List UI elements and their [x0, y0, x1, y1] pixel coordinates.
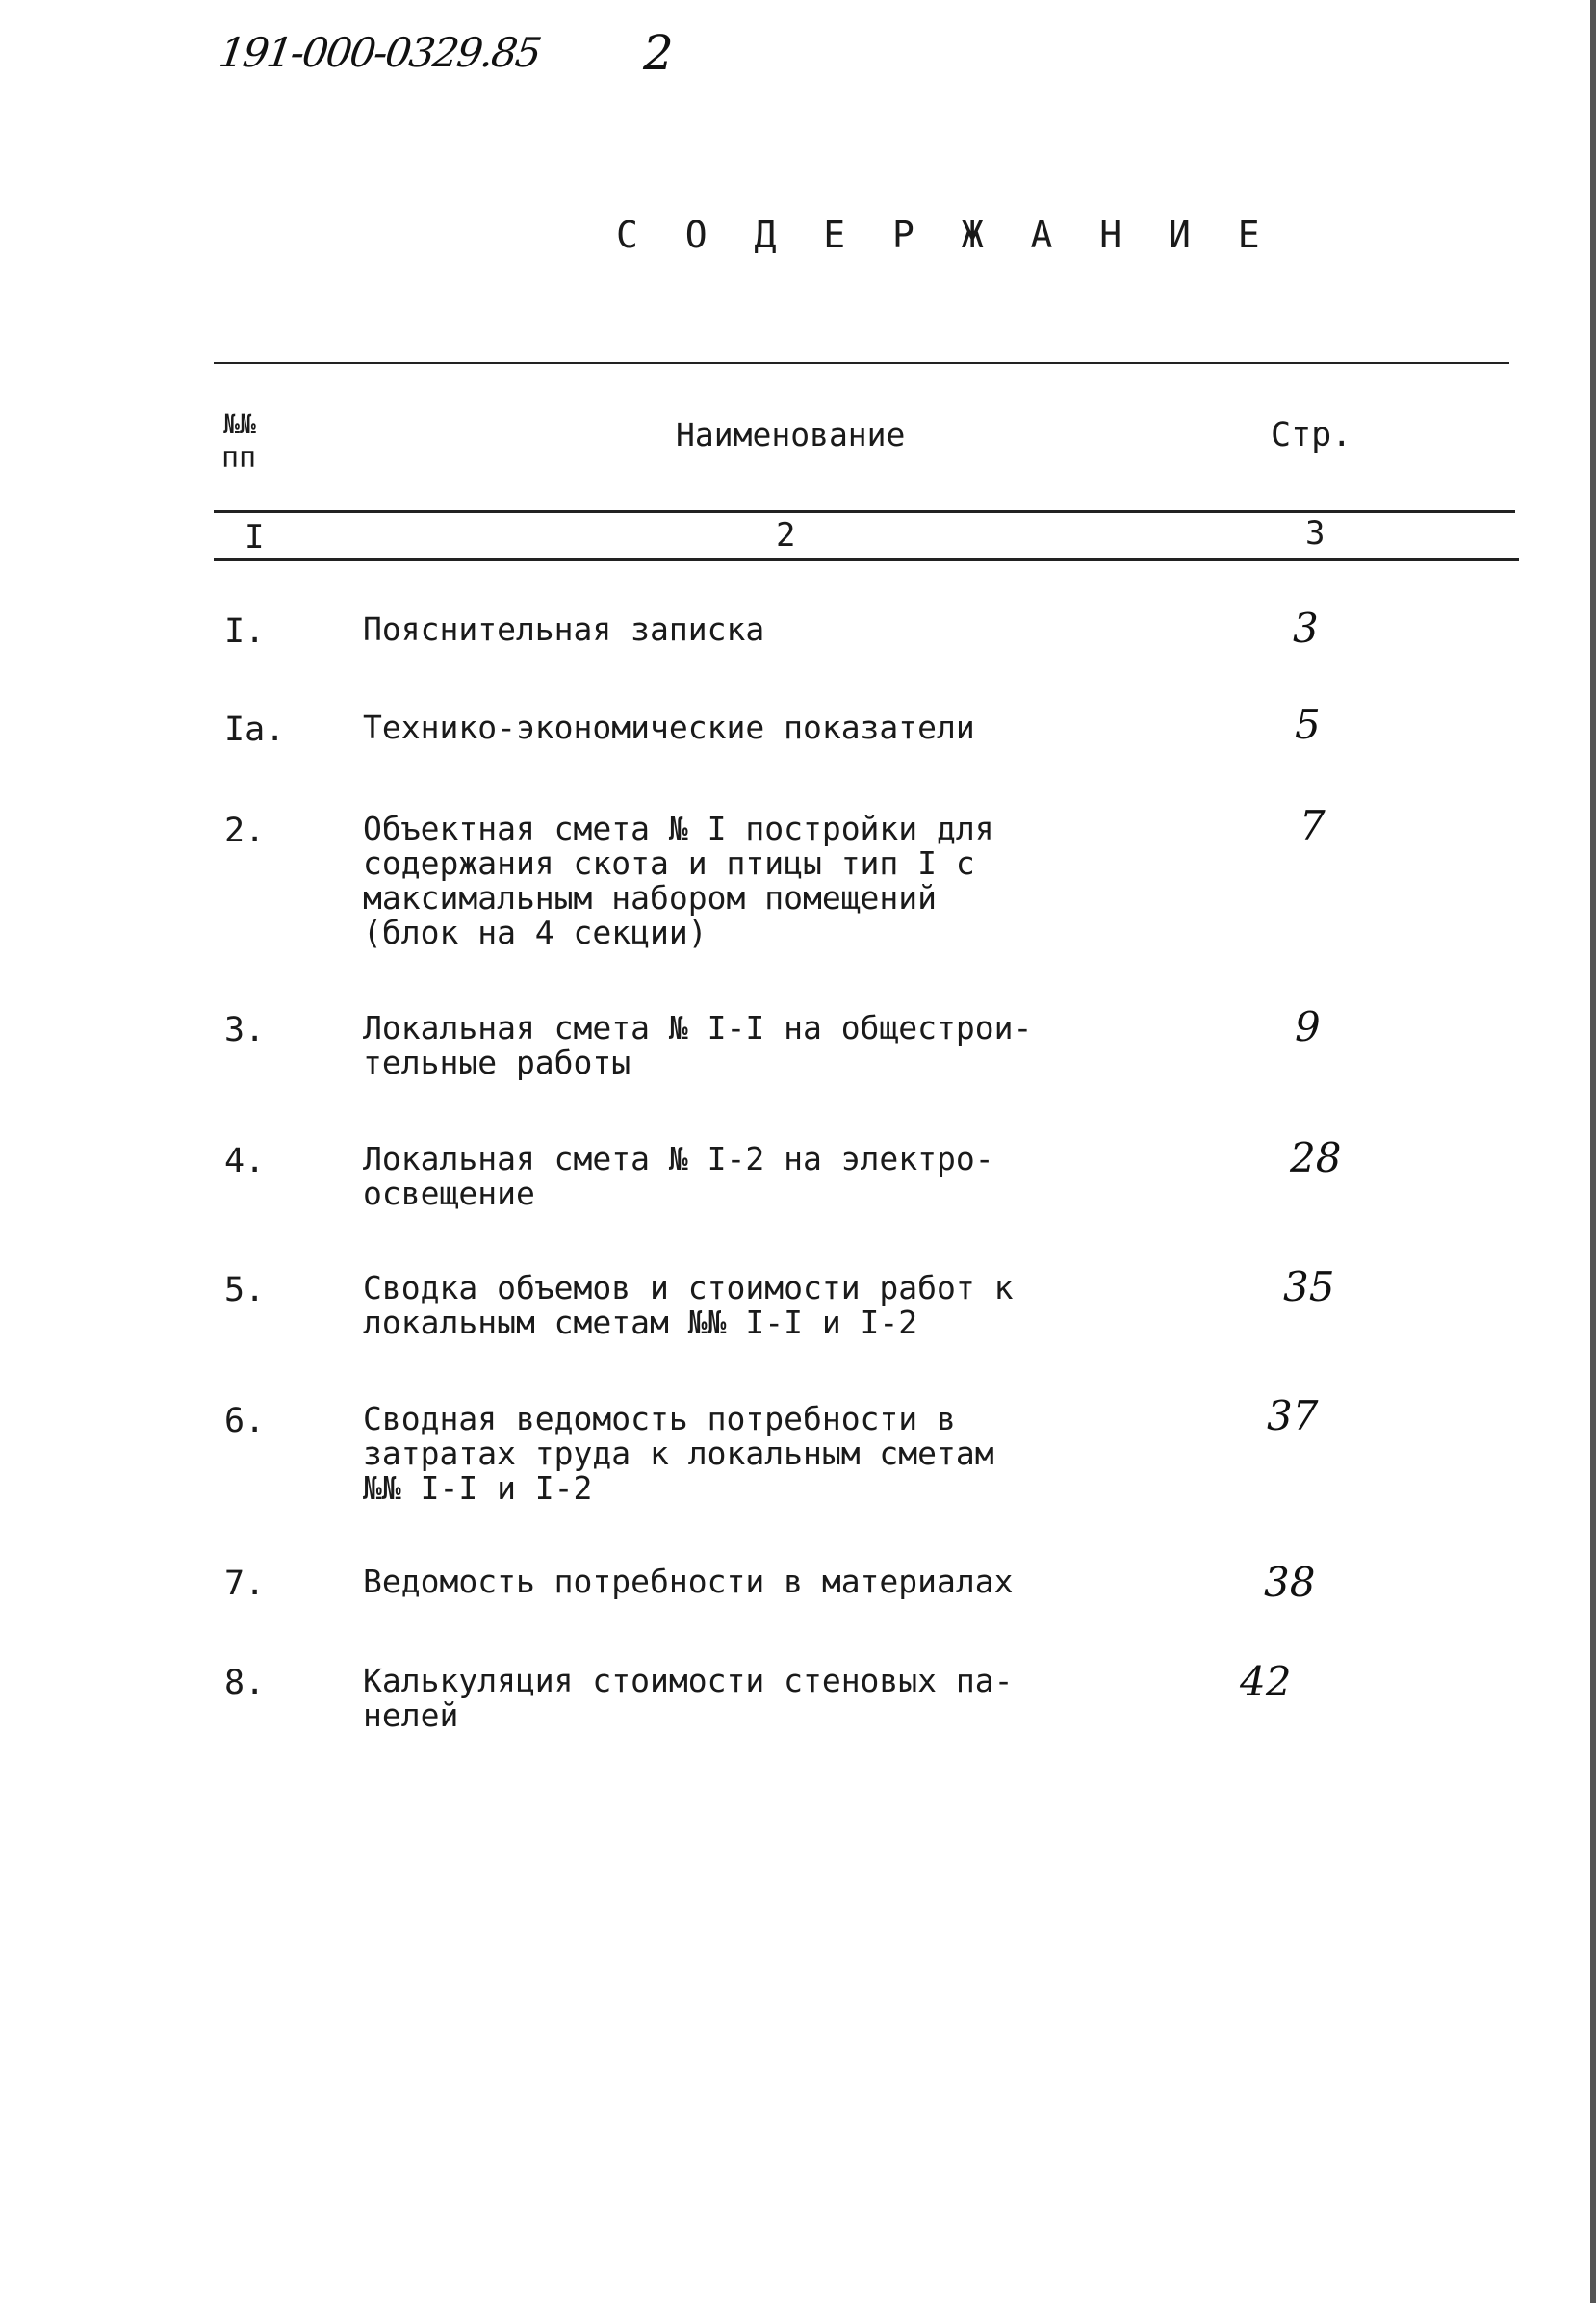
- row-number: 8.: [224, 1664, 266, 1702]
- row-page: 38: [1264, 1559, 1316, 1606]
- row-number: 3.: [224, 1011, 266, 1049]
- row-number: 7.: [224, 1565, 266, 1603]
- column-number-2: 2: [776, 516, 796, 555]
- row-name: Сводная ведомость потребности в затратах труда к локальным сметам №№ I-I и I-2: [363, 1400, 994, 1507]
- page-number: 2: [643, 25, 674, 81]
- row-number: 2.: [224, 812, 266, 850]
- row-name: Локальная смета № I-2 на электро- освещение: [363, 1140, 994, 1212]
- column-numbers-bottom-rule: [214, 558, 1519, 561]
- row-number: 6.: [224, 1402, 266, 1440]
- header-page: Стр.: [1271, 416, 1352, 454]
- row-name: Пояснительная записка: [363, 610, 765, 648]
- archive-number: 191-000-0329.85: [216, 29, 543, 76]
- header-num-line2: пп: [221, 441, 257, 475]
- header-num-line1: №№: [223, 408, 256, 440]
- row-page: 37: [1267, 1392, 1319, 1439]
- scan-edge-shadow: [1590, 0, 1596, 2303]
- column-number-1: I: [245, 518, 265, 556]
- row-name: Локальная смета № I-I на общестрои- тельные работы: [363, 1009, 1033, 1081]
- header-name: Наименование: [676, 416, 906, 453]
- row-page: 3: [1293, 605, 1319, 652]
- row-page: 7: [1300, 802, 1326, 849]
- row-name: Ведомость потребности в материалах: [363, 1563, 1014, 1600]
- row-number: Iа.: [224, 711, 286, 749]
- row-page: 9: [1295, 1003, 1321, 1050]
- row-number: 4.: [224, 1142, 266, 1180]
- header-bottom-rule: [214, 510, 1515, 513]
- table-top-rule: [214, 362, 1509, 364]
- row-number: I.: [224, 612, 266, 651]
- row-number: 5.: [224, 1271, 266, 1309]
- document-title: С О Д Е Р Ж А Н И Е: [616, 214, 1273, 256]
- column-number-3: 3: [1305, 514, 1326, 553]
- row-page: 35: [1283, 1263, 1335, 1310]
- row-name: Объектная смета № I постройки для содержания скота и птицы тип I с максимальным набором помещений (блок на 4 секции): [363, 810, 994, 951]
- row-name: Сводка объемов и стоимости работ к локальным сметам №№ I-I и I-2: [363, 1269, 1014, 1341]
- row-name: Калькуляция стоимости стеновых па- нелей: [363, 1662, 1014, 1734]
- row-name: Технико-экономические показатели: [363, 709, 975, 746]
- row-page: 42: [1240, 1658, 1292, 1705]
- row-page: 5: [1295, 701, 1321, 748]
- row-page: 28: [1290, 1134, 1342, 1181]
